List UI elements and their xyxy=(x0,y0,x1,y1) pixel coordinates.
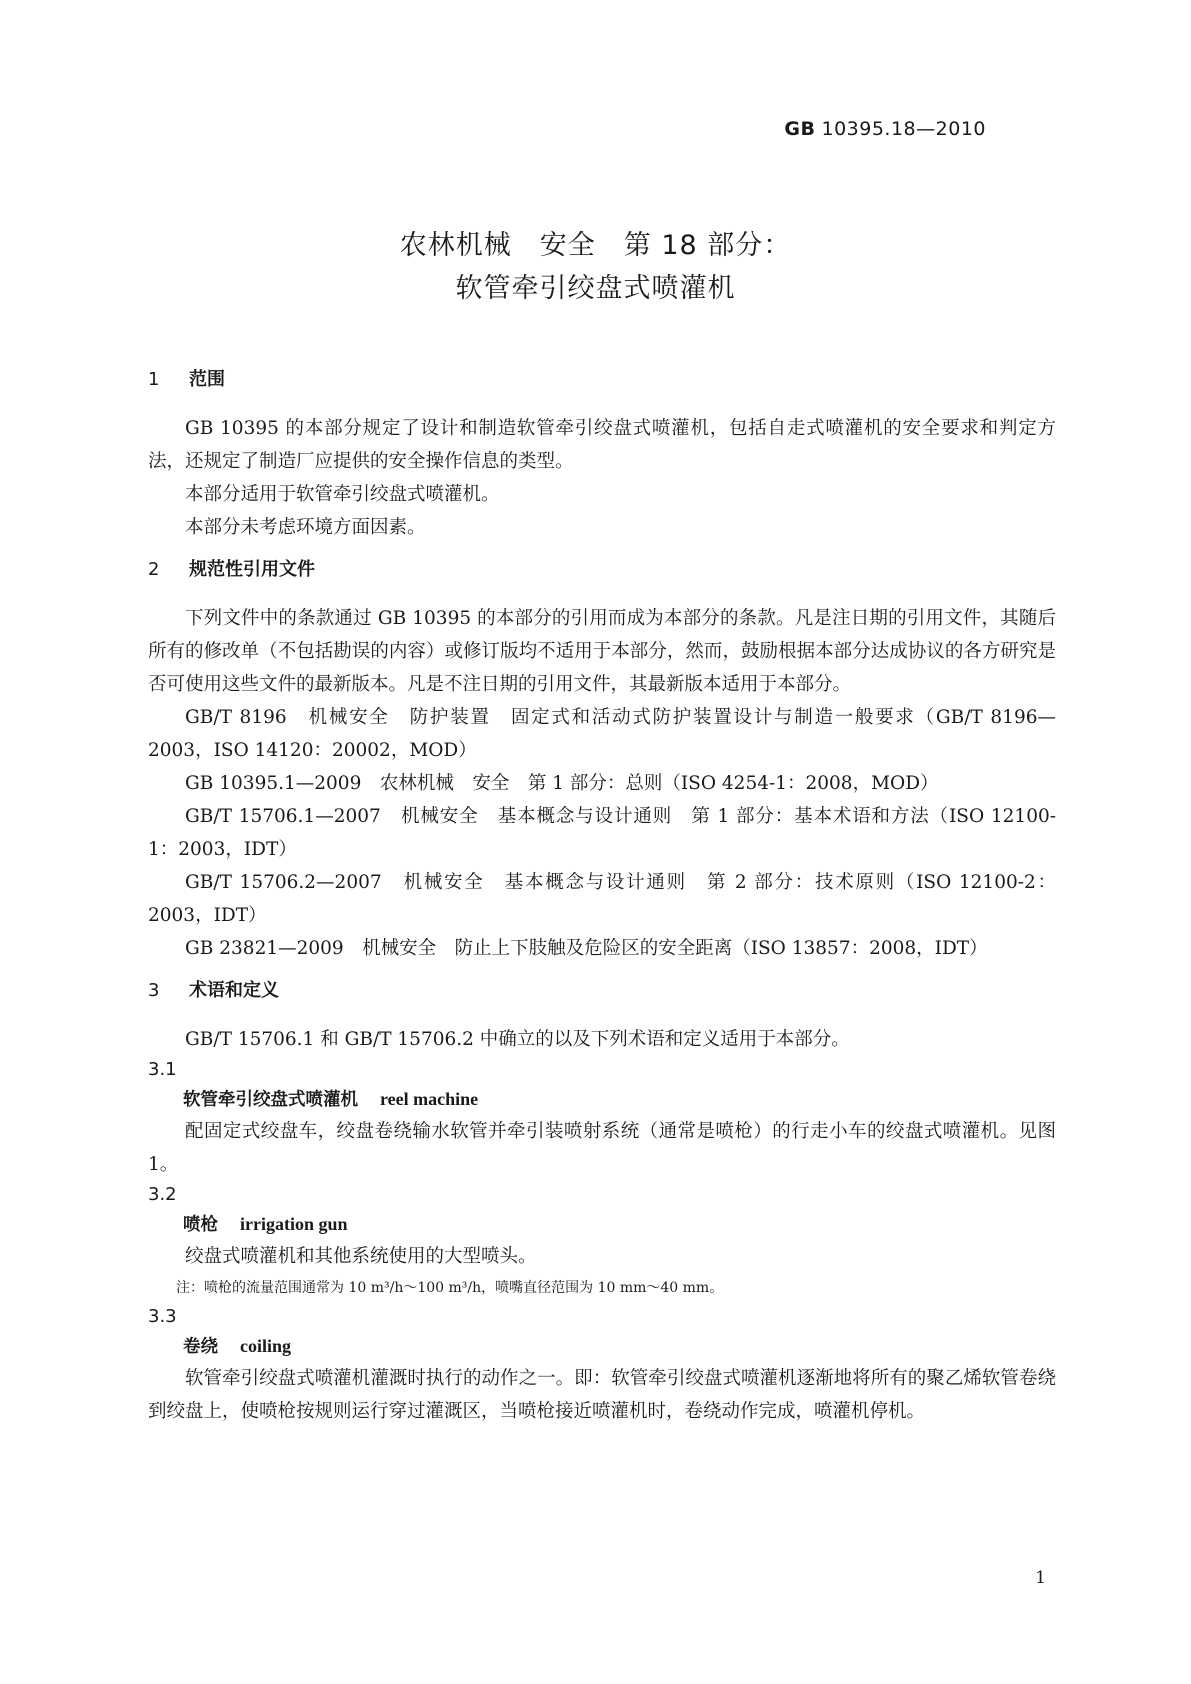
section-number: 2 xyxy=(148,559,160,580)
section-1-heading xyxy=(148,368,1056,392)
term-note: 注：喷枪的流量范围通常为 10 m³/h～100 m³/h，喷嘴直径范围为 10 mm～40 mm。 xyxy=(176,1280,724,1296)
reference-entry: GB/T 8196 机械安全 防护装置 固定式和活动式防护装置设计与制造一般要求（GB/T 8196—2003，ISO 14120：20002，MOD） xyxy=(148,707,1056,761)
paragraph: 本部分未考虑环境方面因素。 xyxy=(185,517,426,538)
section-3-heading xyxy=(148,979,1056,1003)
term-heading xyxy=(148,1331,1056,1362)
section-title: 范围 xyxy=(189,369,225,390)
section-number: 3 xyxy=(148,980,160,1001)
page-number: 1 xyxy=(1035,1568,1046,1588)
term-number: 3.3 xyxy=(148,1306,177,1327)
term-number: 3.1 xyxy=(148,1059,177,1080)
reference-entry: GB 10395.1—2009 农林机械 安全 第 1 部分：总则（ISO 4254-1：2008，MOD） xyxy=(185,773,939,794)
term-definition: 绞盘式喷灌机和其他系统使用的大型喷头。 xyxy=(185,1246,537,1267)
paragraph: 本部分适用于软管牵引绞盘式喷灌机。 xyxy=(185,484,500,505)
standard-prefix: GB xyxy=(784,118,816,140)
paragraph: 下列文件中的条款通过 GB 10395 的本部分的引用而成为本部分的条款。凡是注日期的引用文件，其随后所有的修改单（不包括勘误的内容）或修订版均不适用于本部分，然而，鼓励根据本部分达成协议的各方研究是否可使用这些文件的最新版本。凡是不注日期的引用文件，其最新版本适用于本部分。 xyxy=(148,608,1056,695)
reference-entry: GB/T 15706.1—2007 机械安全 基本概念与设计通则 第 1 部分：基本术语和方法（ISO 12100-1：2003，IDT） xyxy=(148,806,1056,860)
term-en: reel machine xyxy=(380,1089,479,1109)
standard-code: 10395.18—2010 xyxy=(821,118,986,140)
paragraph: GB/T 15706.1 和 GB/T 15706.2 中确立的以及下列术语和定义适用于本部分。 xyxy=(185,1029,850,1050)
paragraph: GB 10395 的本部分规定了设计和制造软管牵引绞盘式喷灌机，包括自走式喷灌机的安全要求和判定方法，还规定了制造厂应提供的安全操作信息的类型。 xyxy=(148,418,1056,472)
term-zh: 软管牵引绞盘式喷灌机 xyxy=(183,1090,358,1110)
reference-entry: GB 23821—2009 机械安全 防止上下肢触及危险区的安全距离（ISO 13857：2008，IDT） xyxy=(185,938,988,959)
term-en: irrigation gun xyxy=(240,1214,348,1234)
section-number: 1 xyxy=(148,369,160,390)
term-en: coiling xyxy=(240,1336,292,1356)
term-zh: 卷绕 xyxy=(183,1337,218,1357)
title-line-1: 农林机械 安全 第 18 部分： xyxy=(399,230,792,261)
term-zh: 喷枪 xyxy=(183,1215,218,1235)
term-heading xyxy=(148,1084,1056,1115)
section-title: 规范性引用文件 xyxy=(189,559,315,580)
term-definition: 软管牵引绞盘式喷灌机灌溉时执行的动作之一。即：软管牵引绞盘式喷灌机逐渐地将所有的聚乙烯软管卷绕到绞盘上，使喷枪按规则运行穿过灌溉区，当喷枪接近喷灌机时，卷绕动作完成，喷灌机停机。 xyxy=(148,1368,1056,1422)
term-definition: 配固定式绞盘车，绞盘卷绕输水软管并牵引装喷射系统（通常是喷枪）的行走小车的绞盘式喷灌机。见图 1。 xyxy=(148,1121,1056,1175)
section-2-heading xyxy=(148,558,1056,582)
term-number: 3.2 xyxy=(148,1184,177,1205)
title-line-2: 软管牵引绞盘式喷灌机 xyxy=(455,273,736,304)
reference-entry: GB/T 15706.2—2007 机械安全 基本概念与设计通则 第 2 部分：技术原则（ISO 12100-2：2003，IDT） xyxy=(148,872,1056,926)
term-heading xyxy=(148,1209,1056,1240)
standard-number xyxy=(784,118,986,140)
document-title xyxy=(0,224,1191,310)
section-title: 术语和定义 xyxy=(189,980,279,1001)
document-body xyxy=(148,368,1056,1428)
